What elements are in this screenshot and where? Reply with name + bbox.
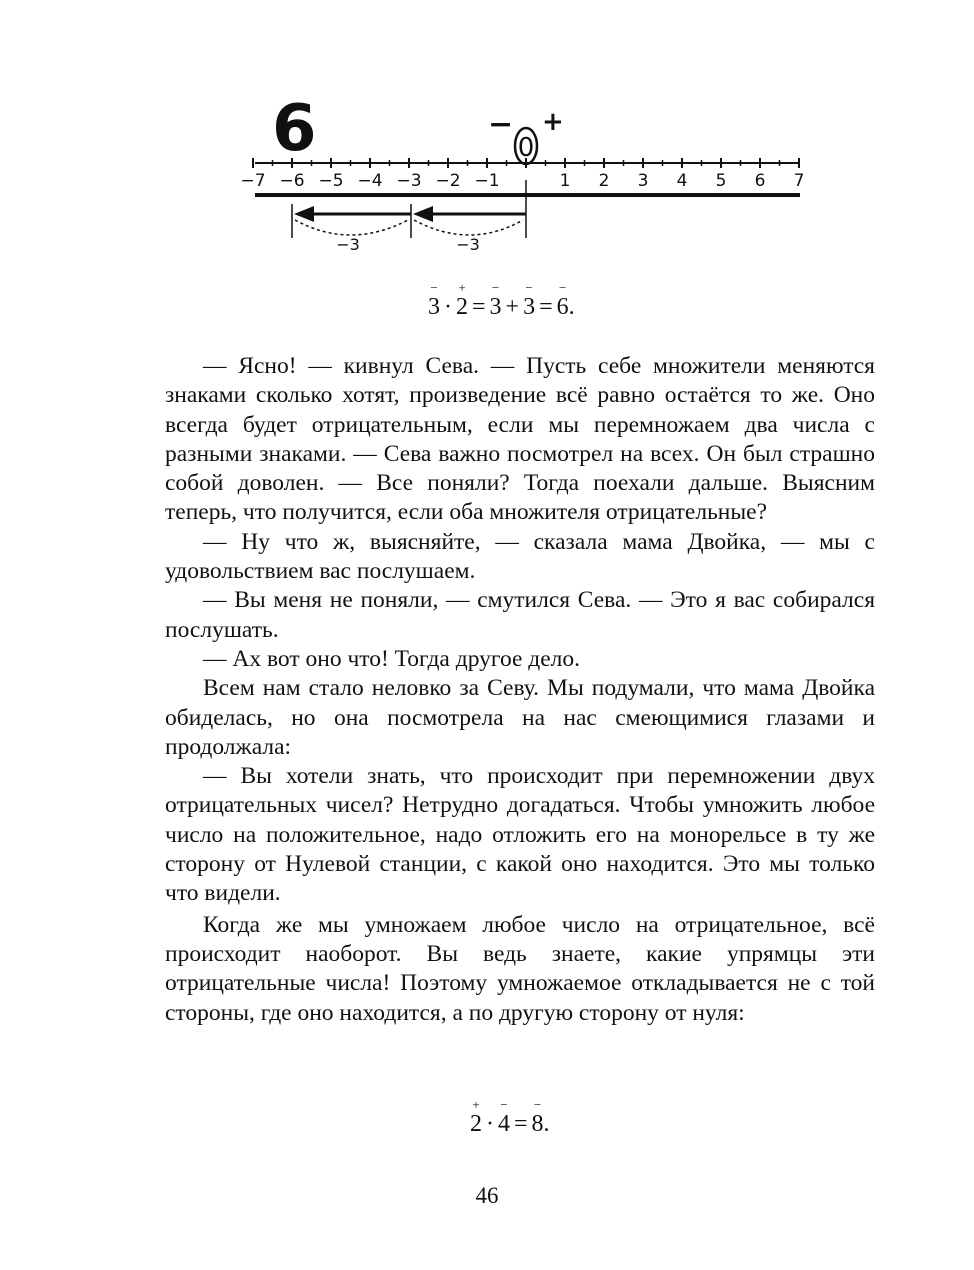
big-digit: 6 [272,100,317,166]
paragraph: — Ясно! — кивнул Сева. — Пусть себе множители меняются знаками сколько хотят, произведение всё равно остаётся то же. Оно всегда будет отрицательным, если мы перемножаем два числа с разными знаками. — Сева важно посмотрел на всех. Он был страшно собой доволен. — Все поняли? Тогда поехали дальше. Выясним теперь, что получится, если оба множителя отрицательные? [165,353,875,526]
equals-sign: = [539,294,553,320]
page-number: 46 [475,1183,499,1208]
factor-1: + 2 [470,1097,482,1137]
paragraph: — Вы хотели знать, что происходит при перемножении двух отрицательных чисел? Нетрудно догадаться. Чтобы умножить любое число на положительное, надо отложить его на монорельсе в ту же сторону от Нулевой станции, с какой оно находится. Это мы только что видели. [165,763,875,907]
tick-label: −7 [240,171,266,191]
period: . [543,1111,550,1137]
jump-arc-2 [414,220,523,235]
body-text [165,352,875,1028]
arrow-label-1: −3 [336,235,360,254]
addend-2: − 3 [523,280,536,320]
factor-2: − 4 [498,1097,510,1137]
tick-label: −1 [474,171,500,191]
factor-2: + 2 [456,280,468,320]
tick-label: 2 [598,171,610,191]
tick-label: 3 [637,171,649,191]
tick-labels [240,171,804,191]
paragraph: — Вы меня не поняли, — смутился Сева. — Это я вас собирался послушать. [165,587,875,643]
tick-label: −5 [318,171,344,191]
arrow-head-1 [294,206,314,222]
tick-label: −6 [279,171,305,191]
result: − 8 [531,1097,544,1137]
tick-label: 5 [715,171,727,191]
tick-label: 7 [793,171,805,191]
paragraph: — Ну что ж, выясняйте, — сказала мама Двойка, — мы с удовольствием вас послушаем. [165,528,875,585]
tick-label: 4 [676,171,688,191]
tick-label: −2 [435,171,461,191]
tick-label: 1 [559,171,571,191]
plus-sign: + [505,294,520,320]
multiply-sign: · [444,294,452,320]
formula-product-2 [470,1097,550,1138]
number-line-figure [220,100,820,270]
multiply-sign: · [486,1111,494,1137]
period: . [568,294,575,320]
paragraph: Когда же мы умножаем любое число на отрицательное, всё происходит наоборот. Вы ведь знаете, какие упрямцы эти отрицательные числа! Поэтому умножаемое откладывается не с той стороны, где оно находится, а по другую сторону от нуля: [165,911,875,1026]
tick-label: −3 [396,171,422,191]
equals-sign: = [514,1111,528,1137]
plus-sign: + [542,107,564,137]
equals-sign: = [472,294,486,320]
paragraph: — Ах вот оно что! Тогда другое дело. [203,645,581,672]
tick-label: 6 [754,171,766,191]
addend-1: − 3 [489,280,502,320]
zero-label: 0 [517,133,535,163]
factor-1: − 3 [428,280,440,320]
jump-arc-1 [295,220,408,235]
formula-product [428,280,575,321]
paragraph: Всем нам стало неловко за Севу. Мы подумали, что мама Двойка обиделась, но она посмотрела на нас смеющимися глазами и продолжала: [165,675,875,760]
arrow-label-2: −3 [456,235,480,254]
arrow-head-2 [413,206,433,222]
result: − 6 [556,280,569,320]
tick-label: −4 [357,171,383,191]
minus-sign: − [488,107,514,142]
